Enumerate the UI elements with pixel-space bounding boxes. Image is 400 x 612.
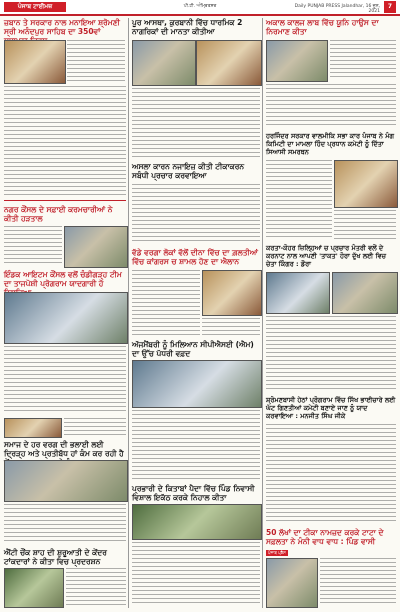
article-body — [67, 40, 125, 82]
headline-a13[interactable]: ਐਂਟੀ ਚੌਂਕ ਸ਼ਾਹ ਦੀ ਸ਼ੁਰੂਆਤੀ ਦੇ ਕੇਂਦਰ ਟਾਂਕਦਾਰਾਂ ਨੇ ਕੀਤਾ ਵਿਚ ਪ੍ਰਦਰਸ਼ਨ — [4, 548, 107, 566]
article-photo — [332, 272, 398, 314]
city-label: ਪੀ.ਟੀ. ਅੰਮ੍ਰਿਤਸਰ — [183, 4, 217, 9]
source-chip: ਪੰਜਾਬ ਪ੍ਰੈਸ — [268, 550, 286, 555]
article-photo — [132, 360, 262, 408]
headline-a1[interactable]: ਜ਼ਬਾਨ ਤੇ ਸਰਕਾਰ ਨਾਲ ਮਨਾਇਆ ਸ਼੍ਰੋਮਣੀ ਸ੍ਰੀ ਅਨੰਦਪੁਰ ਸਾਹਿਬ ਦਾ 350ਵਾਂ — [4, 18, 120, 36]
headline-a7[interactable]: ਇੰਡਕ ਆਇਟਮ ਕੌਂਸਲ ਵਲੋਂ ਚੰਡੀਗੜ੍ਹ ਟੀਮ ਦਾ ਤਾਜਪੋਸ਼ੀ ਪ੍ਰੋਗਰਾਮ ਯਾਦਗਾਰੀ ਹੋ — [4, 270, 122, 288]
section-tag: ਪੰਜਾਬ ਟਾਈਮਜ਼ — [4, 2, 66, 12]
article-photo — [266, 558, 318, 608]
article-photo — [132, 40, 196, 86]
article-photo — [64, 226, 128, 268]
page-number: 7 — [384, 1, 396, 13]
article-photo — [266, 272, 330, 314]
article-body — [4, 86, 126, 198]
article-body — [132, 542, 260, 606]
article-body — [132, 410, 260, 480]
article-body — [4, 226, 62, 266]
article-body — [4, 346, 126, 414]
article-photo — [196, 40, 262, 86]
article-body — [266, 84, 396, 128]
page-header — [0, 0, 400, 16]
article-body — [320, 558, 396, 606]
article-photo — [4, 460, 128, 502]
article-photo — [266, 40, 328, 82]
column-rule — [262, 18, 263, 608]
paper-dateline: Daily PUNJAB PRESS Jalandhar, 16 ਜੂਨ, 2021 — [294, 4, 380, 14]
article-photo — [4, 40, 66, 84]
article-photo — [4, 568, 64, 608]
article-photo — [4, 418, 62, 438]
headline-a12[interactable]: ਪ੍ਰਭਾਰੀ ਦੇ ਕਿਤਾਬਾਂ ਪੈਦਾ ਵਿੱਚ ਪਿੰਡ ਨਿਵਾਸੀ ਵਿਸ਼ਾਲ ਇਕੱਠ ਕਰਕੇ ਨਿਹਾਲ ਕੀਤਾ — [132, 484, 255, 502]
article-body — [330, 40, 396, 80]
article-body — [66, 568, 126, 606]
section-divider — [4, 200, 126, 201]
headline-a9[interactable]: ਕਰਤਾ-ਕੋਹਰ ਜ਼ਿਲ੍ਹਿਆਂ ਚ ਪ੍ਰਚਾਰ ਮੰਤਰੀ ਵਲੋਂ ਦੇ ਕਰਨਾਟ ਨਾਲ ਆਪਣੀ 'ਤਾਕਤ' ਹੋਰਾ ਦੁੱਖ ਲਈ ਵਿਚ ਚੇਤਾ ਕਿੰਗਰ : ਡੌਰਾ — [266, 244, 387, 268]
headline-a2[interactable]: ਪੂਰ ਆਸਥਾ, ਕੁਰਬਾਨੀ ਵਿੱਚ ਧਾਰਮਿਕ 2 ਨਾਗਰਿਕਾਂ ਦੀ ਮਾਨਤਾ ਕੀਤੀਆ — [132, 18, 243, 36]
headline-a8[interactable]: ਵੱਡੇ ਵਰਗਾ ਲੋਕਾਂ ਵੱਲੋਂ ਦੀਨਾ ਵਿੱਚ ਦਾ ਗ਼ਲਤੀਆਂ ਵਿੱਚ ਕਾਂਗਰਸ ਚ ਸ਼ਾਮਲ ਹੋਣ ਦਾ ਐਲਾਨ — [132, 248, 258, 266]
article-body — [4, 504, 126, 544]
article-body — [132, 270, 200, 336]
column-rule — [128, 18, 129, 608]
article-body — [334, 210, 396, 240]
article-body — [266, 424, 396, 524]
article-photo — [202, 270, 262, 316]
article-photo — [334, 160, 398, 208]
headline-a14[interactable]: ਸ਼੍ਰੋਮਣਬਾਸੀ ਹੇਠਾਂ ਪ੍ਰੋਗਰਾਮ ਵਿੱਚ ਸਿੱਖ ਭਾਈਚਾਰੇ ਲਈ ਘੱਟ ਗਿਣਤੀਆਂ ਕਮੇਟੀ ਬਣਾਏ ਜਾਣ ਨੂੰ ਯਾਦ ਕਰਵਾਇਆ : ਮਨਜੀਤ ਸਿੰਘ ਜੀਕੇ — [266, 396, 396, 420]
headline-a6[interactable]: ਹਰਜਿੰਦਰ ਸਰਕਾਰ ਵਾਲਮੀਕਿ ਸਭਾ ਕਾਰ ਪੰਜਾਬ ਨੇ ਮੰਗ ਕਿਮਿਟੀ ਦਾ ਮਾਮਲਾ ਹਿੰਦ ਪ੍ਰਧਾਨ ਕਮੇਟੀ ਨੂੰ ਦਿੱਤਾ ਸਿਆਸੀ ਸਮਰਥਨ — [266, 132, 395, 156]
article-body — [266, 316, 396, 392]
article-photo — [4, 292, 128, 344]
headline-a10[interactable]: ਸਮਾਜ ਦੇ ਹਰ ਵਰਗ ਦੀ ਭਲਾਈ ਲਈ ਦ੍ਰਿੜ੍ਹ ਅਤੇ ਪ੍ਰਤੀਬੱਧ ਹਾਂ ਕੰਮ ਕਰ ਰਹੀ ਹੈ — [4, 440, 124, 458]
article-body — [266, 160, 332, 240]
headline-a11[interactable]: ਅੱਜਮੈਂਬਰੀ ਨੂੰ ਮਿਲਿਆਨ ਸੀਪੀਐਸਈ (ਐਮ) ਦਾ ਉੱਚ ਪੱਧਰੀ ਵਫ਼ਦ — [132, 340, 254, 358]
article-body — [64, 418, 126, 436]
article-body — [202, 318, 260, 336]
headline-a3[interactable]: ਅਕਾਲ ਕਾਲਜ ਲਾਬ ਵਿੱਚ ਯੂਨਿ ਹਾਉਸ ਦਾ ਨਿਰਮਾਣ ਕੀਤਾ — [266, 18, 379, 36]
headline-a15[interactable]: 50 ਲੱਖਾਂ ਦਾ ਟੀਕਾ ਨਾਮਜ਼ਦ ਕਰਕੇ ਟਾਟਾ ਦੇ ਸਫ਼ਲਤਾ ਨੇ ਮੰਨੀ ਵਾਧ ਵਾਧ : ਪਿੰਡ ਵਾਸੀ — [266, 528, 384, 546]
article-body — [132, 88, 260, 158]
article-photo — [132, 504, 262, 540]
headline-a5[interactable]: ਅਸਲਾ ਕਾਰਨ ਨਜਾਇਜ਼ ਕੀਤੀ ਟੀਕਾਕਰਨ ਸਬੰਧੀ ਪ੍ਰਚਾਰ ਕਰਵਾਇਆ — [132, 162, 245, 180]
article-body — [132, 184, 260, 244]
headline-a4[interactable]: ਨਗਰ ਕੌਂਸਲ ਦੇ ਸਫ਼ਾਈ ਕਰਮਚਾਰੀਆਂ ਨੇ ਕੀਤੀ ਹੜਤਾਲ — [4, 205, 113, 223]
